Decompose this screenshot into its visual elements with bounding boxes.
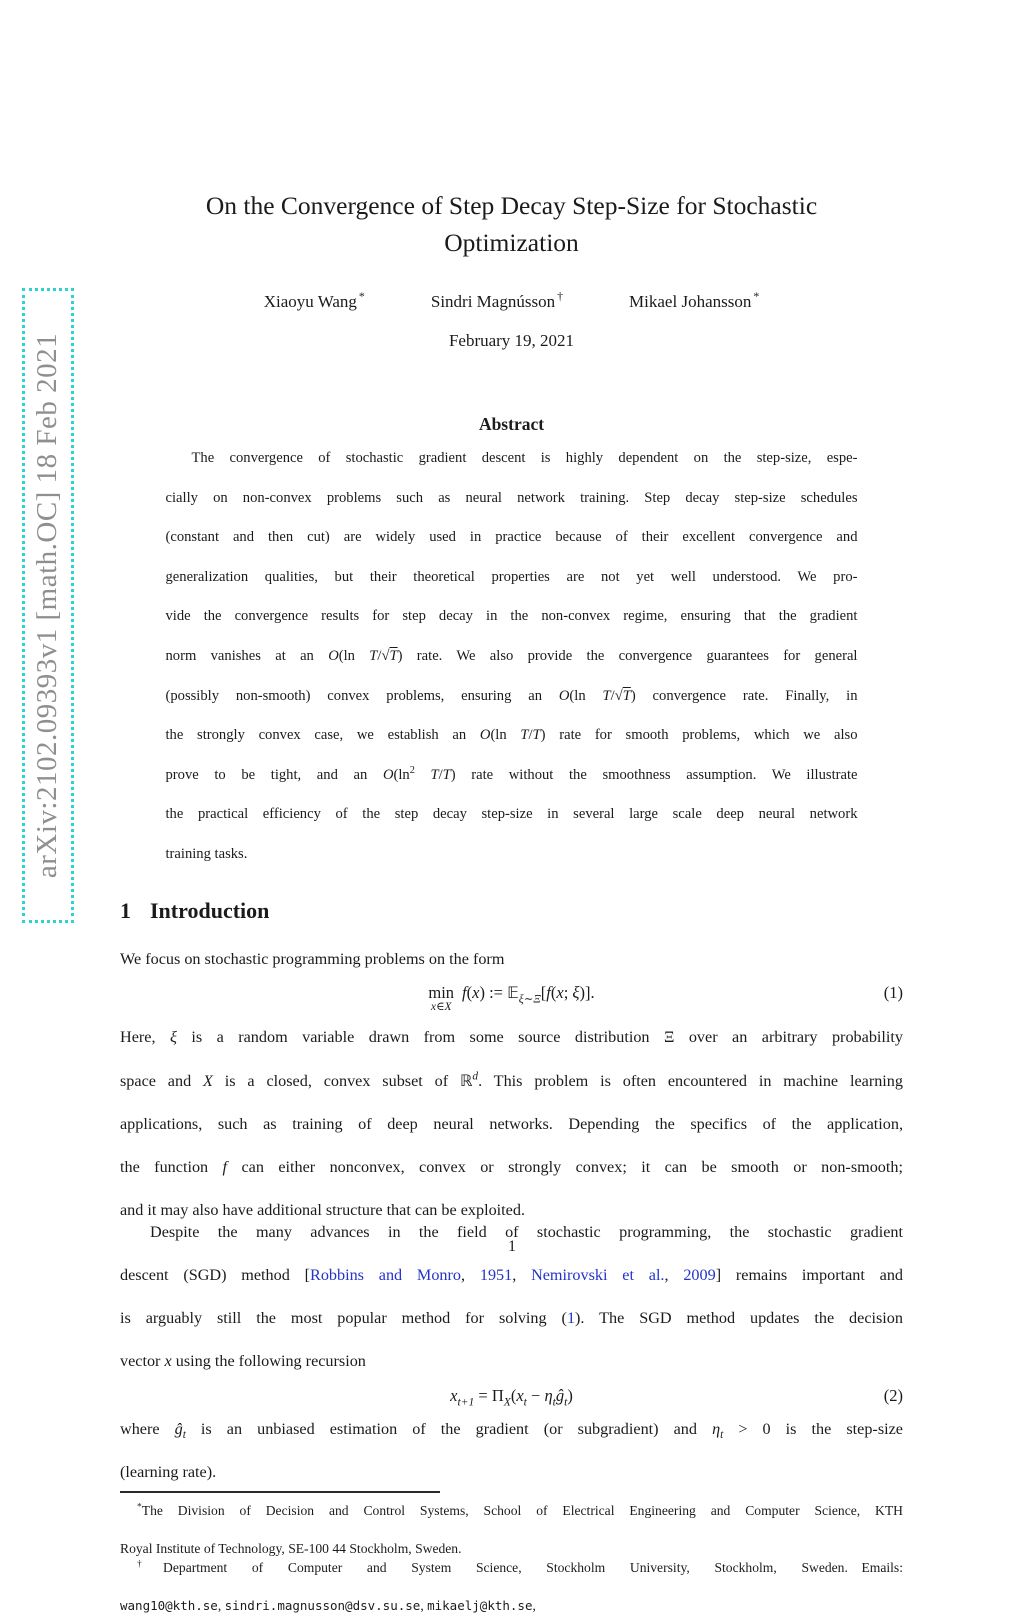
text-segment: is a closed, convex subset of	[212, 1072, 460, 1091]
page-number: 1	[508, 1238, 516, 1255]
text-segment: ,	[461, 1265, 480, 1284]
text-segment: T	[602, 687, 611, 704]
author-1-name: Xiaoyu Wang	[263, 292, 357, 311]
text-segment: x	[164, 1351, 172, 1370]
text-segment: f	[546, 983, 551, 1003]
text-segment: −	[526, 1386, 545, 1406]
text-segment: T	[430, 766, 439, 783]
text-segment: t+1	[457, 1396, 475, 1409]
intro-paragraph-4	[120, 1419, 903, 1484]
footnote-affiliation-1	[120, 1501, 903, 1558]
text-segment: t	[552, 1396, 556, 1409]
text-line	[120, 1114, 903, 1157]
text-segment: the strongly convex case, we establish an	[165, 727, 480, 744]
abstract-body	[166, 449, 858, 865]
text-segment: T	[369, 647, 378, 664]
text-segment: ) rate without the smoothness assumption. We illustrate	[450, 766, 858, 783]
text-segment: can either nonconvex, convex or strongly convex; it can be smooth or non-smooth;	[227, 1158, 903, 1177]
paper-title	[120, 187, 903, 261]
text-segment: where	[120, 1420, 175, 1439]
text-line	[120, 1501, 903, 1539]
text-segment: t	[720, 1429, 724, 1442]
text-segment: sindri.magnusson@dsv.su.se	[224, 1597, 421, 1613]
section-heading-introduction	[120, 898, 903, 924]
text-segment: O	[479, 727, 491, 744]
text-segment: is a random variable drawn from some source distribution Ξ over an arbitrary probability	[176, 1028, 903, 1047]
section-number: 1	[120, 897, 131, 923]
text-segment: O	[328, 647, 339, 664]
text-segment: (ln	[490, 727, 521, 744]
text-segment: x	[450, 1386, 458, 1406]
text-segment: vide the convergence results for step decay in the non-convex regime, ensuring that the gradient	[165, 608, 858, 625]
text-line	[120, 1558, 903, 1596]
text-segment: ] remains important and	[715, 1265, 904, 1284]
text-segment: descent (SGD) method [	[120, 1265, 311, 1284]
text-segment: ĝ	[555, 1386, 565, 1406]
text-segment: √	[614, 687, 623, 704]
text-line	[166, 568, 858, 608]
equation-2-body	[450, 1386, 573, 1409]
author-2	[430, 289, 564, 312]
text-line	[166, 489, 858, 529]
text-segment: is arguably still the most popular method for solving (	[120, 1308, 567, 1327]
text-line	[120, 1027, 903, 1070]
text-segment: η	[712, 1420, 721, 1439]
author-1	[263, 289, 365, 312]
paper-title-line1: On the Convergence of Step Decay Step-Size for Stochastic	[205, 191, 818, 220]
text-segment: ,	[217, 1597, 225, 1613]
text-segment: f	[222, 1158, 228, 1177]
text-line	[166, 647, 858, 687]
text-segment: training tasks.	[165, 845, 248, 862]
author-2-mark: †	[557, 289, 564, 304]
text-segment: ) convergence rate. Finally, in	[630, 687, 858, 704]
text-segment: (ln	[338, 647, 370, 664]
equation-1-tag: (1)	[883, 983, 903, 1003]
text-segment: (ln	[393, 766, 410, 783]
text-segment: . This problem is often encountered in machine learning	[478, 1072, 903, 1091]
text-line	[120, 1419, 903, 1462]
text-segment: prove to be tight, and an	[165, 766, 383, 783]
text-line	[166, 845, 858, 865]
citation-link[interactable]: 1951	[479, 1265, 513, 1284]
text-segment: ĝ	[174, 1420, 183, 1439]
equation-2-tag: (2)	[883, 1386, 903, 1406]
text-segment: ,	[664, 1265, 684, 1284]
equation-1	[120, 983, 903, 1014]
text-line	[120, 1462, 903, 1484]
text-segment: Despite the many advances in the field of stochastic programming, the stochastic gradient	[150, 1222, 903, 1241]
text-segment: /	[438, 766, 443, 783]
arxiv-watermark	[22, 288, 74, 923]
citation-link[interactable]: Nemirovski et al.	[531, 1265, 665, 1284]
text-segment: ). The SGD method updates the decision	[575, 1308, 903, 1327]
text-segment: η	[544, 1386, 553, 1406]
text-segment: and it may also have additional structure that can be exploited.	[120, 1201, 526, 1220]
text-segment: the function	[120, 1158, 223, 1177]
text-segment: applications, such as training of deep neural networks. Depending the specifics of the application,	[120, 1115, 903, 1134]
text-segment: mikaelj@kth.se	[427, 1597, 533, 1613]
text-segment: the practical efficiency of the step decay step-size in several large scale deep neural network	[165, 806, 858, 823]
citation-link[interactable]: Robbins and Monro	[310, 1265, 461, 1284]
min-label: min	[428, 983, 455, 1003]
text-segment: Department of Computer and System Science, Stockholm University, Stockholm, Sweden. Emails:	[163, 1559, 903, 1575]
text-segment: ) rate. We also provide the convergence guarantees for general	[397, 647, 858, 664]
text-line	[166, 449, 858, 489]
text-segment: (	[550, 983, 557, 1003]
text-line	[120, 1070, 903, 1114]
text-line	[166, 726, 858, 766]
text-segment: /	[528, 727, 533, 744]
text-segment: O	[558, 687, 570, 704]
section-title: Introduction	[150, 897, 270, 923]
text-line	[120, 1308, 903, 1351]
text-line	[120, 1539, 903, 1558]
text-segment: )].	[579, 983, 595, 1003]
text-line	[166, 528, 858, 568]
text-segment: †	[137, 1559, 164, 1570]
equation-2	[120, 1386, 903, 1409]
text-segment: = Π	[474, 1386, 504, 1406]
text-segment: T	[520, 727, 529, 744]
text-segment: ;	[563, 983, 573, 1003]
text-segment: T	[389, 647, 398, 664]
text-line	[166, 805, 858, 845]
text-segment: (ln	[569, 687, 603, 704]
text-segment: ξ∼Ξ	[518, 993, 541, 1006]
text-segment: is an unbiased estimation of the gradient (or subgradient) and	[185, 1420, 713, 1439]
footnote-affiliation-2	[120, 1558, 903, 1615]
text-segment: f	[462, 983, 467, 1003]
citation-link[interactable]: 1	[566, 1308, 576, 1327]
text-segment: d	[472, 1070, 479, 1083]
text-segment: T	[622, 687, 631, 704]
text-segment: (constant and then cut) are widely used in practice because of their excellent convergence and	[165, 529, 858, 546]
text-segment: Royal Institute of Technology, SE-100 44 Stockholm, Sweden.	[120, 1540, 462, 1556]
author-3-name: Mikael Johansson	[629, 292, 752, 311]
author-3	[629, 289, 760, 312]
text-segment: > 0 is the step-size	[723, 1420, 903, 1439]
text-segment: x	[516, 1386, 524, 1406]
text-segment: wang10@kth.se	[120, 1597, 218, 1613]
text-segment: vector	[120, 1351, 165, 1370]
text-segment: X	[503, 1396, 511, 1409]
text-segment: T	[532, 727, 541, 744]
author-3-mark: *	[753, 289, 760, 304]
min-operator	[428, 983, 455, 1014]
text-segment: The convergence of stochastic gradient descent is highly dependent on the step-size, espe-	[191, 450, 858, 466]
text-segment	[415, 767, 431, 783]
text-segment: (	[510, 1386, 517, 1406]
footnote-rule	[120, 1491, 440, 1493]
text-segment: ξ	[169, 1028, 177, 1047]
text-segment: space and	[120, 1072, 204, 1091]
text-segment: We focus on stochastic programming problems on the form	[120, 949, 505, 968]
author-2-name: Sindri Magnússon	[430, 292, 556, 311]
paper-body	[120, 0, 903, 1615]
text-segment: /	[377, 647, 382, 664]
text-segment: Here,	[120, 1028, 170, 1047]
text-segment: ) :=	[479, 983, 508, 1003]
text-segment: *	[137, 1502, 142, 1513]
text-line	[120, 1200, 903, 1222]
intro-paragraph-2	[120, 1027, 903, 1222]
equation-1-body	[462, 983, 595, 1006]
text-segment: ℝ	[459, 1071, 473, 1091]
text-segment: ,	[420, 1597, 428, 1613]
citation-link[interactable]: 2009	[683, 1265, 716, 1284]
text-segment: norm vanishes at an	[165, 647, 329, 664]
text-line	[120, 1351, 903, 1373]
text-segment: O	[382, 766, 394, 783]
paper-title-line2: Optimization	[444, 228, 579, 257]
text-segment: ) rate for smooth problems, which we also	[540, 727, 858, 744]
abstract-heading: Abstract	[478, 414, 545, 434]
text-segment: (possibly non-smooth) convex problems, ensuring an	[165, 687, 559, 704]
text-segment: T	[442, 766, 451, 783]
text-line	[120, 1265, 903, 1308]
text-segment: The Division of Decision and Control Systems, School of Electrical Engineering and Computer Science, KTH	[141, 1502, 903, 1518]
text-segment: generalization qualities, but their theoretical properties are not yet well understood. We pro-	[165, 568, 858, 585]
text-line	[120, 1596, 903, 1615]
text-segment: √	[381, 647, 390, 664]
author-1-mark: *	[358, 289, 365, 304]
arxiv-watermark-text: arXiv:2102.09393v1 [math.OC] 18 Feb 2021	[22, 288, 74, 923]
text-segment: /	[610, 687, 615, 704]
text-segment: ξ	[572, 983, 580, 1003]
text-segment: 𝔼	[507, 983, 519, 1003]
text-segment: 2	[409, 764, 415, 776]
text-segment: t	[564, 1396, 568, 1409]
text-segment: x	[472, 983, 480, 1003]
text-segment: x	[556, 983, 564, 1003]
author-row	[120, 289, 903, 312]
text-segment: (	[466, 983, 473, 1003]
text-line	[120, 1157, 903, 1200]
text-line	[166, 607, 858, 647]
text-segment: cially on non-convex problems such as neural network training. Step decay step-size schedules	[165, 489, 858, 506]
text-segment: t	[523, 1396, 527, 1409]
text-segment: )	[567, 1386, 573, 1406]
text-segment: (learning rate).	[120, 1463, 217, 1482]
text-segment: t	[182, 1429, 186, 1442]
footnotes	[120, 1501, 903, 1615]
text-line	[120, 949, 903, 971]
paper-date: February 19, 2021	[448, 331, 575, 350]
text-line	[166, 766, 858, 806]
text-segment: X	[203, 1072, 213, 1091]
intro-paragraph-1	[120, 949, 903, 971]
text-segment: using the following recursion	[171, 1351, 366, 1370]
text-segment: ,	[532, 1597, 536, 1613]
min-subscript: x∈X	[430, 1001, 452, 1014]
text-segment: ,	[512, 1265, 532, 1284]
text-segment: [	[540, 983, 547, 1003]
text-line	[166, 687, 858, 727]
